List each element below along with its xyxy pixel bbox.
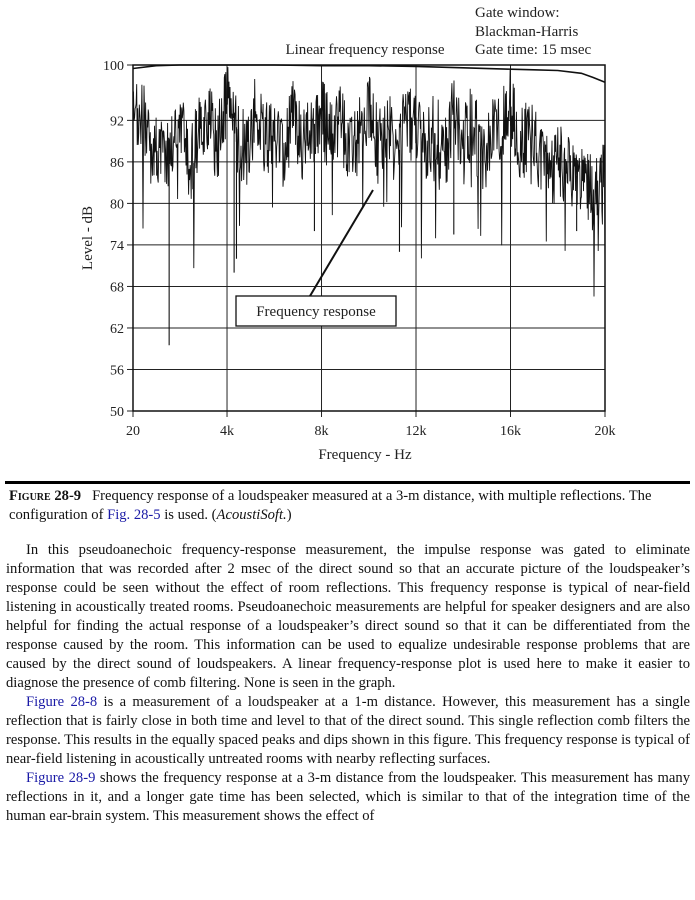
- x-tick-label: 12k: [405, 424, 427, 439]
- gate-window-type: Blackman-Harris: [475, 24, 579, 40]
- y-tick-label: 74: [110, 238, 124, 254]
- paragraph-2: [6, 693, 690, 769]
- y-tick-label: 86: [110, 155, 124, 171]
- y-tick-label: 62: [110, 321, 124, 337]
- caption-text-end: is used. (: [160, 507, 217, 523]
- figure-28-8-link[interactable]: Figure 28-8: [26, 694, 98, 710]
- paragraph-3-text: shows the frequency response at a 3-m distance from the loudspeaker. This measurement has many reflections in it, and a longer gate time has been selected, which is similar to that of the integration time of the human ear-brain system. This measurement shows the effect of: [6, 770, 690, 824]
- figure-28-9-link[interactable]: Figure 28-9: [26, 770, 96, 786]
- caption-rule: [5, 481, 690, 484]
- x-tick-label: 8k: [314, 424, 329, 439]
- caption-text: Frequency response of a loudspeaker measured at a 3-m distance, with multiple reflections. The configuration of: [9, 488, 652, 523]
- x-tick-label: 16k: [500, 424, 522, 439]
- callout-leader-line: [310, 190, 373, 296]
- chart-title: Linear frequency response: [285, 42, 445, 58]
- paragraph-3: [6, 769, 690, 826]
- body-text: [6, 541, 690, 826]
- y-tick-label: 100: [103, 59, 124, 74]
- reference-curve: [133, 65, 605, 82]
- y-axis-title: Level - dB: [80, 205, 96, 271]
- paragraph-1: In this pseudoanechoic frequency-response measurement, the impulse response was gated to eliminate information that was recorded after 2 msec of the direct sound so that an accurate picture of the loudspeaker’s response could be seen without the effect of room reflections. This frequency response is typical of near-field listening in acoustically treated rooms. Pseudoanechoic measurements are helpful for speaker designers and are also helpful for finding the actual response of a loudspeaker’s direct sound so that it can be differentiated from the response caused by the room. This information can be used to equalize undesirable response problems that are caused by the direct sound of loudspeakers. A linear frequency-response plot is used here to make it easier to diagnose the presence of comb filtering. None is seen in the graph.: [6, 542, 690, 691]
- y-tick-label: 92: [110, 114, 124, 130]
- figure-caption: [9, 487, 689, 525]
- x-tick-label: 20k: [594, 424, 616, 439]
- caption-closing: ): [286, 507, 292, 523]
- gate-window-label: Gate window:: [475, 5, 560, 21]
- frequency-response-trace: [133, 67, 605, 296]
- x-tick-label: 4k: [220, 424, 235, 439]
- caption-source: AcoustiSoft.: [216, 507, 287, 523]
- callout-label: Frequency response: [256, 304, 376, 320]
- fig-28-5-link[interactable]: Fig. 28-5: [107, 507, 161, 523]
- y-tick-label: 80: [110, 197, 124, 213]
- x-tick-label: 20: [126, 424, 140, 439]
- y-tick-label: 56: [110, 363, 124, 379]
- y-tick-label: 68: [110, 280, 124, 296]
- figure-label: Figure 28-9: [9, 488, 82, 504]
- x-axis-title: Frequency - Hz: [318, 447, 412, 463]
- paragraph-2-text: is a measurement of a loudspeaker at a 1-m distance. However, this measurement has a single reflection that is fairly close in both time and level to that of the direct sound. This single reflection comb filters the response. This results in the equally spaced peaks and dips shown in this figure. This frequency response is typical of near-field listening in acoustically untreated rooms with nearby reflecting surfaces.: [6, 694, 691, 767]
- y-tick-label: 50: [110, 405, 124, 420]
- gate-time-label: Gate time: 15 msec: [475, 42, 592, 58]
